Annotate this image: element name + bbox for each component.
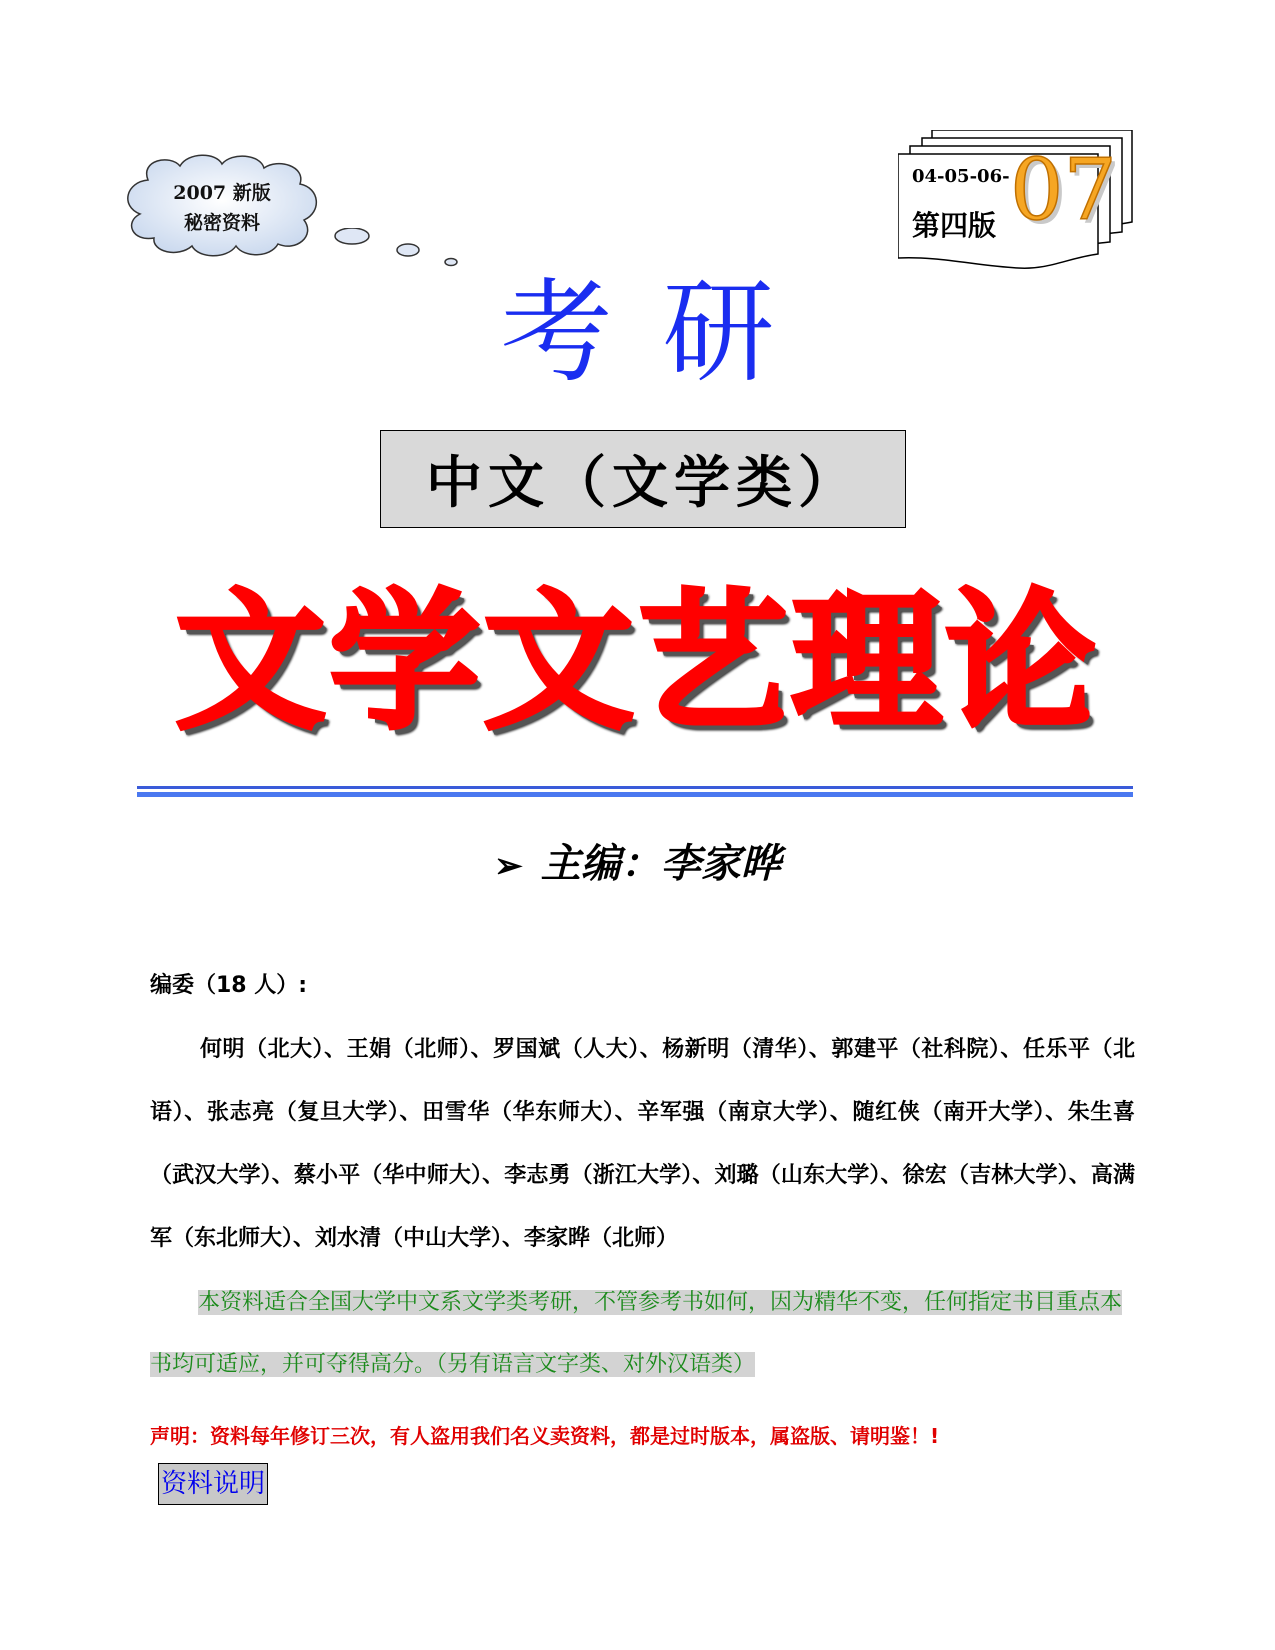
edition-years: 04-05-06- xyxy=(912,166,1010,187)
cloud-line-1: 2007 新版 xyxy=(173,182,271,204)
material-description-link[interactable]: 资料说明 xyxy=(158,1463,268,1505)
cloud-line-2: 秘密资料 xyxy=(183,212,260,234)
arrow-bullet-icon: ➢ xyxy=(494,846,523,886)
category-label: 中文（文学类） xyxy=(426,451,860,516)
edition-badge xyxy=(898,130,1138,280)
material-note xyxy=(150,1272,1135,1396)
chief-editor-text: 主编：李家晔 xyxy=(540,840,781,887)
book-title: 文学文艺理论 xyxy=(175,576,1100,750)
piracy-notice: 声明：资料每年修订三次，有人盗用我们名义卖资料，都是过时版本，属盗版、请明鉴！! xyxy=(150,1424,940,1448)
chief-editor xyxy=(0,832,1275,889)
divider xyxy=(137,786,1133,797)
edition-year: 07 xyxy=(1010,141,1117,239)
material-note-text: 本资料适合全国大学中文系文学类考研，不管参考书如何，因为精华不变，任何指定书目重点本书均可适应，并可夺得高分。（另有语言文字类、对外汉语类） xyxy=(150,1290,1123,1377)
edition-label: 第四版 xyxy=(912,209,997,242)
headline: 考研 xyxy=(500,268,825,398)
thought-cloud xyxy=(118,150,326,260)
category-box xyxy=(380,430,906,528)
committee-members: 何明（北大）、王娟（北师）、罗国斌（人大）、杨新明（清华）、郭建平（社科院）、任乐平（北语）、张志亮（复旦大学）、田雪华（华东师大）、辛军强（南京大学）、随红侠（南开大学）、朱生喜（武汉大学）、蔡小平（华中师大）、李志勇（浙江大学）、刘璐（山东大学）、徐宏（吉林大学）、高满军（东北师大）、刘水清（中山大学）、李家晔（北师） xyxy=(150,1036,1135,1251)
committee-label: 编委（18 人）: xyxy=(150,973,308,998)
